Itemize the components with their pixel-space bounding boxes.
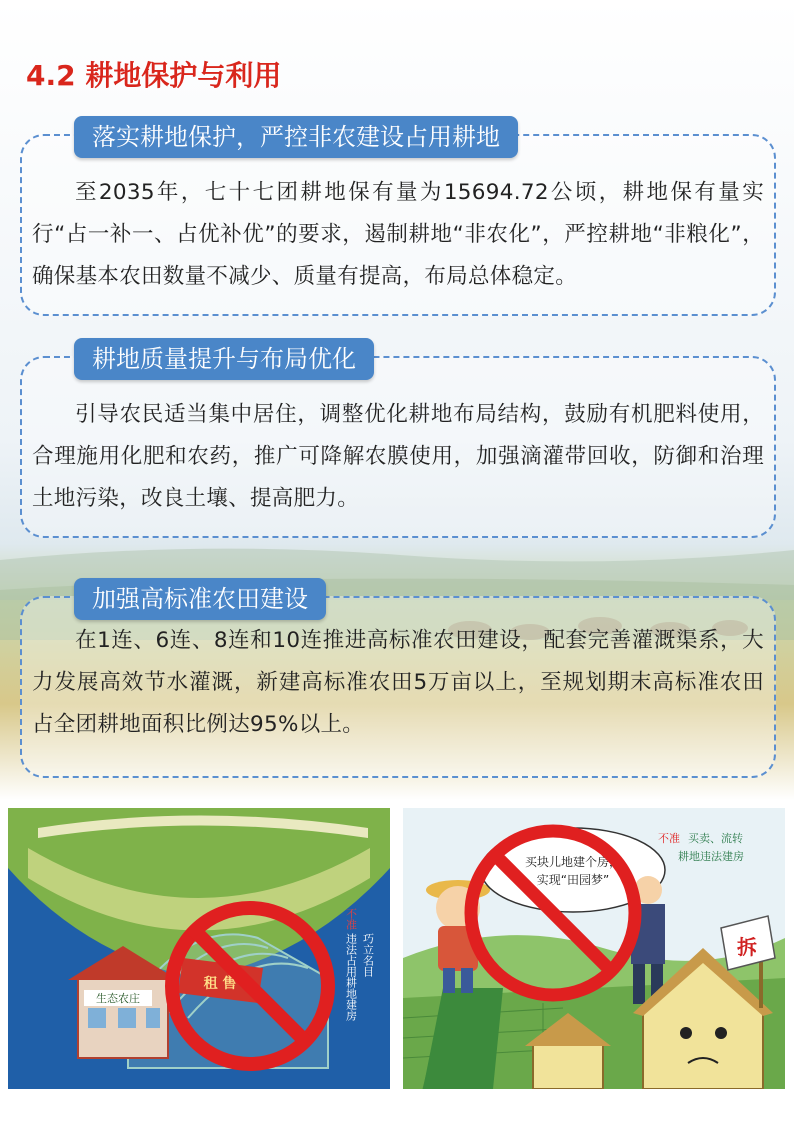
house-sign: 生态农庄 — [96, 992, 140, 1005]
slogan-line: 违法占用耕地建房 — [344, 933, 358, 1021]
section-farmland-protection — [20, 123, 776, 316]
slogan-line: 买卖、流转 — [688, 832, 743, 845]
section-text: 在1连、6连、8连和10连推进高标准农田建设，配套完善灌溉渠系，大力发展高效节水灌溉，新建高标准农田5万亩以上，至规划期末高标准农田占全团耕地面积比例达95%以上。 — [32, 628, 764, 737]
section-label: 耕地质量提升与布局优化 — [74, 338, 374, 380]
speech-line: 买块儿地建个房， — [524, 855, 622, 869]
slogan-line: 耕地违法建房 — [678, 850, 744, 863]
section-label: 加强高标准农田建设 — [74, 578, 326, 620]
slogan-line: 不准 — [344, 908, 358, 930]
section-text: 至2035年，七十七团耕地保有量为15694.72公顷，耕地保有量实行“占一补一、占优补优”的要求，遏制耕地“非农化”，严控耕地“非粮化”，确保基本农田数量不减少、质量有提高，布局总体稳定。 — [32, 180, 764, 289]
section-quality-improvement — [20, 345, 776, 538]
sign-text: 拆 — [737, 935, 757, 959]
illustration-greenhouse-prohibition — [8, 808, 390, 1089]
page-title: 4.2 耕地保护与利用 — [26, 59, 282, 92]
speech-line: 实现“田园梦” — [536, 873, 610, 887]
banner-text: 租 售 — [203, 976, 237, 992]
section-high-standard-farmland — [20, 585, 776, 778]
section-text: 引导农民适当集中居住，调整优化耕地布局结构，鼓励有机肥料使用，合理施用化肥和农药，推广可降解农膜使用，加强滴灌带回收，防御和治理土地污染，改良土壤、提高肥力。 — [32, 402, 764, 511]
illustration-farmer-prohibition — [403, 808, 785, 1089]
slogan-line: 巧立名目 — [361, 933, 375, 977]
section-label: 落实耕地保护，严控非农建设占用耕地 — [74, 116, 518, 158]
slogan-line: 不准 — [658, 832, 680, 845]
